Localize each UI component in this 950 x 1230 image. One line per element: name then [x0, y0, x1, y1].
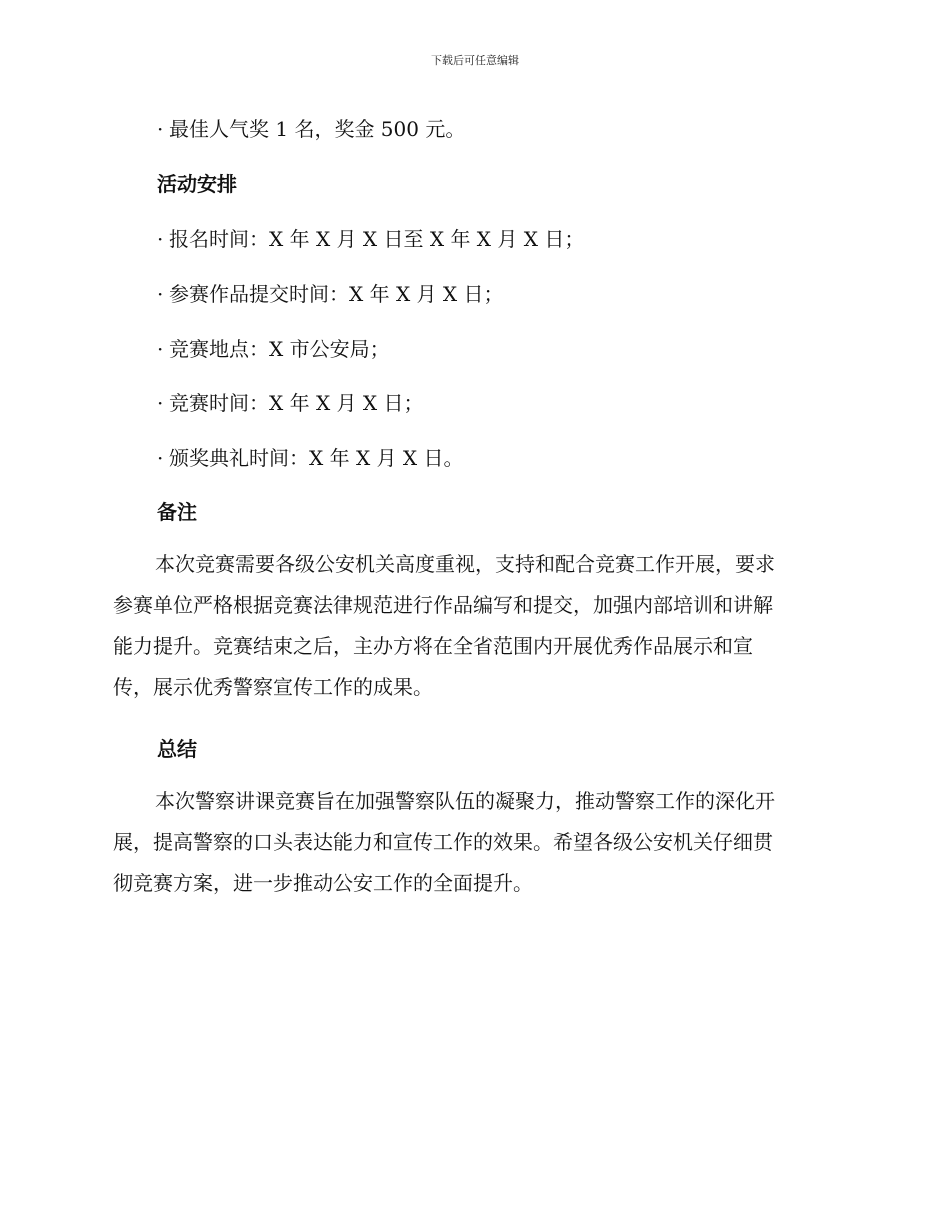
- bullet-icon: ·: [157, 227, 164, 251]
- list-item-text: 竞赛地点：X 市公安局；: [169, 337, 390, 361]
- paragraph-line: 彻竞赛方案，进一步推动公安工作的全面提升。: [113, 871, 533, 895]
- paragraph-line: 本次警察讲课竞赛旨在加强警察队伍的凝聚力，推动警察工作的深化开: [155, 789, 775, 813]
- list-item-text: 颁奖典礼时间：X 年 X 月 X 日。: [169, 446, 464, 470]
- paragraph-line: 参赛单位严格根据竞赛法律规范进行作品编写和提交，加强内部培训和讲解: [113, 593, 773, 617]
- paragraph-line: 本次竞赛需要各级公安机关高度重视，支持和配合竞赛工作开展，要求: [155, 552, 775, 576]
- list-item-schedule: [157, 337, 390, 361]
- bullet-icon: ·: [157, 391, 164, 415]
- list-item-schedule: [157, 391, 424, 415]
- bullet-icon: ·: [157, 446, 164, 470]
- section-heading-notes: 备注: [157, 500, 197, 524]
- bullet-icon: ·: [157, 282, 164, 306]
- list-item-schedule: [157, 227, 584, 251]
- bullet-icon: ·: [157, 337, 164, 361]
- paragraph-line: 传，展示优秀警察宣传工作的成果。: [113, 675, 433, 699]
- section-heading-schedule: 活动安排: [157, 172, 237, 196]
- list-item-text: 报名时间：X 年 X 月 X 日至 X 年 X 月 X 日；: [169, 227, 585, 251]
- list-item-schedule: [157, 282, 504, 306]
- section-heading-summary: 总结: [157, 737, 197, 761]
- list-item-schedule: [157, 446, 464, 470]
- paragraph-line: 能力提升。竞赛结束之后，主办方将在全省范围内开展优秀作品展示和宣: [113, 634, 753, 658]
- page-header: 下载后可任意编辑: [431, 54, 519, 67]
- list-item-text: 参赛作品提交时间：X 年 X 月 X 日；: [169, 282, 504, 306]
- list-item-text: 竞赛时间：X 年 X 月 X 日；: [169, 391, 424, 415]
- list-item-popular-prize: [157, 117, 465, 141]
- list-item-text: 最佳人气奖 1 名，奖金 500 元。: [169, 117, 466, 141]
- paragraph-line: 展，提高警察的口头表达能力和宣传工作的效果。希望各级公安机关仔细贯: [113, 830, 773, 854]
- bullet-icon: ·: [157, 117, 164, 141]
- notes-paragraph: [113, 544, 833, 708]
- summary-paragraph: [113, 781, 833, 904]
